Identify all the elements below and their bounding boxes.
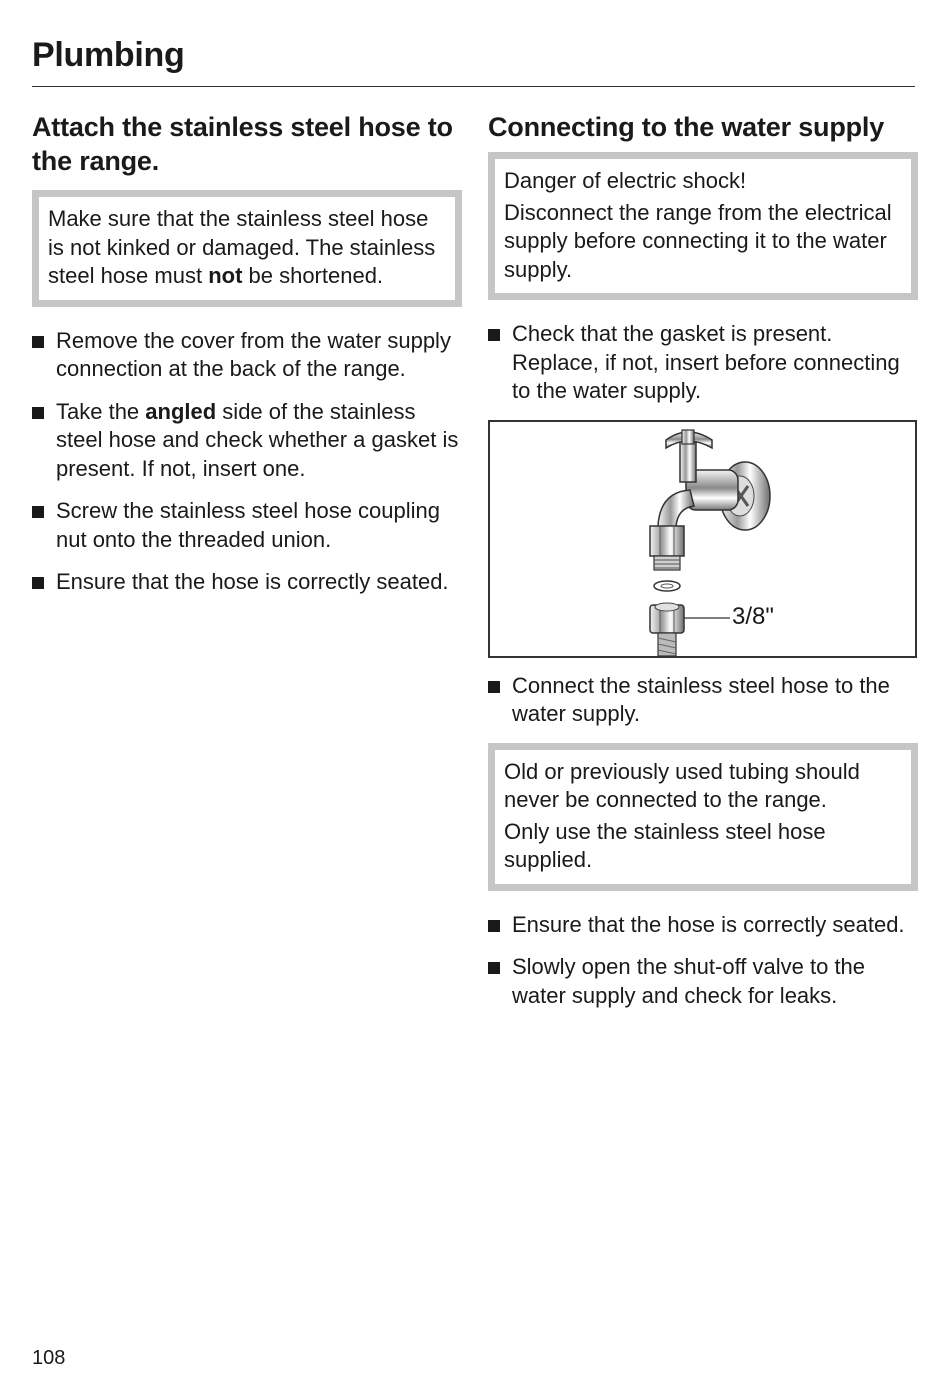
section-heading-water-supply: Connecting to the water supply (488, 112, 885, 142)
right-column (488, 110, 918, 1024)
list-item: Slowly open the shut-off valve to the water supply and check for leaks. (488, 953, 918, 1010)
section-heading-attach-hose: Attach the stainless steel hose to the range. (32, 112, 453, 176)
gasket-steps-list (488, 320, 918, 406)
list-item: Ensure that the hose is correctly seated. (32, 568, 462, 597)
left-column (32, 110, 462, 611)
square-bullet-icon (488, 329, 500, 341)
list-item: Remove the cover from the water supply connection at the back of the range. (32, 327, 462, 384)
page-title: Plumbing (32, 36, 185, 74)
note-text: Make sure that the stainless steel hose is not kinked or damaged. The stainless steel hose must not be shortened. (48, 206, 436, 288)
list-item: Ensure that the hose is correctly seated. (488, 911, 918, 940)
tap-hose-illustration (488, 420, 917, 658)
warning-box-electric-shock (488, 152, 918, 300)
note-box-hose (32, 190, 462, 307)
warning-title: Danger of electric shock! (504, 168, 747, 193)
list-item: Check that the gasket is present. Replace, if not, insert before connecting to the water supply. (488, 320, 918, 406)
thread-size-label: 3/8" (732, 602, 774, 630)
list-item: Take the angled side of the stainless steel hose and check whether a gasket is present. If not, insert one. (32, 398, 462, 484)
tap-diagram-icon (490, 422, 915, 656)
note-box-tubing (488, 743, 918, 891)
square-bullet-icon (32, 407, 44, 419)
final-steps-list (488, 911, 918, 1011)
note-text-tubing: Old or previously used tubing should never be connected to the range. (504, 758, 860, 812)
warning-text: Disconnect the range from the electrical supply before connecting it to the water supply. (504, 199, 892, 282)
title-divider (32, 86, 915, 87)
note-text-supplied-hose: Only use the stainless steel hose supplied. (504, 818, 826, 872)
list-item: Screw the stainless steel hose coupling nut onto the threaded union. (32, 497, 462, 554)
connect-steps-list (488, 672, 918, 729)
list-item: Connect the stainless steel hose to the water supply. (488, 672, 918, 729)
square-bullet-icon (488, 681, 500, 693)
square-bullet-icon (32, 336, 44, 348)
square-bullet-icon (32, 506, 44, 518)
square-bullet-icon (488, 920, 500, 932)
attach-steps-list (32, 327, 462, 597)
page-number: 108 (32, 1347, 66, 1369)
square-bullet-icon (488, 962, 500, 974)
square-bullet-icon (32, 577, 44, 589)
